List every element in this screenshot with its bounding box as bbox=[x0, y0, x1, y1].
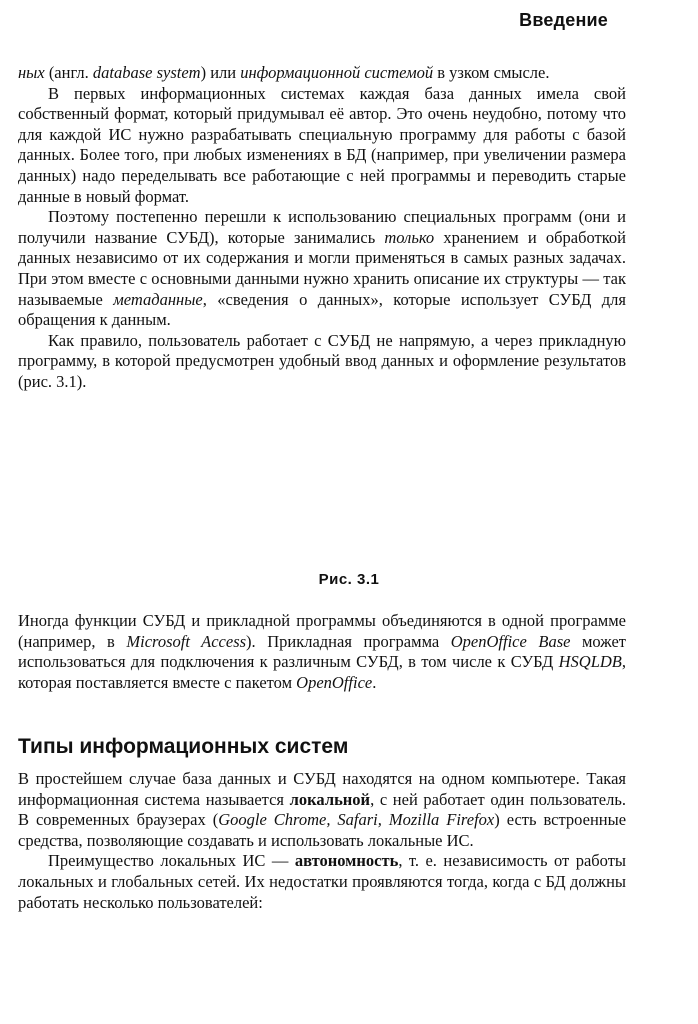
text-run: Иногда функции СУБД и прикладной программы объединяются в одной программе (например, в bbox=[18, 611, 626, 651]
text-run: ) или bbox=[200, 63, 241, 82]
text-run: , «сведения о данных», которые использует СУБД для обращения к данным. bbox=[18, 289, 626, 330]
text-run: , которая поставляется вместе с пакетом bbox=[18, 652, 626, 692]
text-run: хранением и обработкой данных независимо от их содержания и могли применяться в самых разных задачах. При этом вместе с основными данными нужно хранить описание их структуры — так называемые bbox=[18, 227, 626, 309]
running-header: Введение bbox=[519, 10, 608, 30]
section-text bbox=[18, 769, 626, 913]
emphasis: только bbox=[384, 227, 435, 247]
bold-term: автономность bbox=[294, 851, 399, 871]
after-figure-text bbox=[18, 611, 626, 693]
text-run: в узком смысле. bbox=[433, 63, 550, 82]
emphasis: HSQLDB bbox=[558, 652, 622, 672]
emphasis: Google Chrome, Safari, Mozilla Firefox bbox=[218, 810, 495, 830]
text-run: , с ней работает один пользователь. В современных браузерах ( bbox=[18, 789, 627, 830]
paragraph bbox=[18, 207, 626, 331]
paragraph: В первых информационных системах каждая база данных имела свой собственный формат, который придумывал её автор. Это очень неудобно, потому что для каждой ИС нужно разрабатывать специальную программу для работы с базой данных. Более того, при любых изменениях в БД (например, при увеличении размера данных) надо переделывать все работающие с ней программы и переводить старые данные в новый формат. bbox=[18, 83, 626, 206]
paragraph: Как правило, пользователь работает с СУБД не напрямую, а через прикладную программу, в которой предусмотрен удобный ввод данных и оформление результатов (рис. 3.1). bbox=[18, 330, 626, 391]
text-run: (англ. bbox=[44, 63, 93, 82]
figure-caption: Рис. 3.1 bbox=[318, 571, 380, 588]
paragraph bbox=[18, 851, 626, 913]
text-run: , т. е. независимость от работы локальных и глобальных сетей. Их недостатки проявляются тогда, когда с БД должны работать несколько пользователей: bbox=[18, 851, 626, 912]
emphasis: Microsoft Access bbox=[126, 631, 247, 651]
emphasis: информационной системой bbox=[240, 63, 434, 82]
text-run: может использоваться для подключения к различным СУБД, в том числе к СУБД bbox=[18, 631, 626, 672]
text-run: . bbox=[372, 672, 377, 692]
text-run: В простейшем случае база данных и СУБД находятся на одном компьютере. Такая информационная система называется bbox=[18, 769, 626, 809]
emphasis: OpenOffice bbox=[296, 672, 373, 692]
emphasis: ных bbox=[18, 63, 45, 82]
emphasis: database system bbox=[92, 63, 201, 82]
paragraph bbox=[18, 611, 626, 693]
intro-text bbox=[18, 63, 626, 393]
emphasis: OpenOffice Base bbox=[450, 631, 571, 651]
paragraph bbox=[18, 769, 626, 851]
text-run: Преимущество локальных ИС — bbox=[48, 851, 295, 871]
bold-term: локальной bbox=[289, 789, 371, 809]
text-run: ). Прикладная программа bbox=[246, 631, 451, 651]
emphasis: метаданные bbox=[113, 289, 203, 309]
text-run: Поэтому постепенно перешли к использованию специальных программ (они и получили название СУБД), которые занимались bbox=[18, 207, 626, 247]
paragraph-continuation bbox=[18, 63, 626, 84]
text-run: ) есть встроенные средства, позволяющие создавать и использовать локальные ИС. bbox=[18, 810, 627, 850]
section-heading: Типы информационных систем bbox=[18, 735, 349, 758]
